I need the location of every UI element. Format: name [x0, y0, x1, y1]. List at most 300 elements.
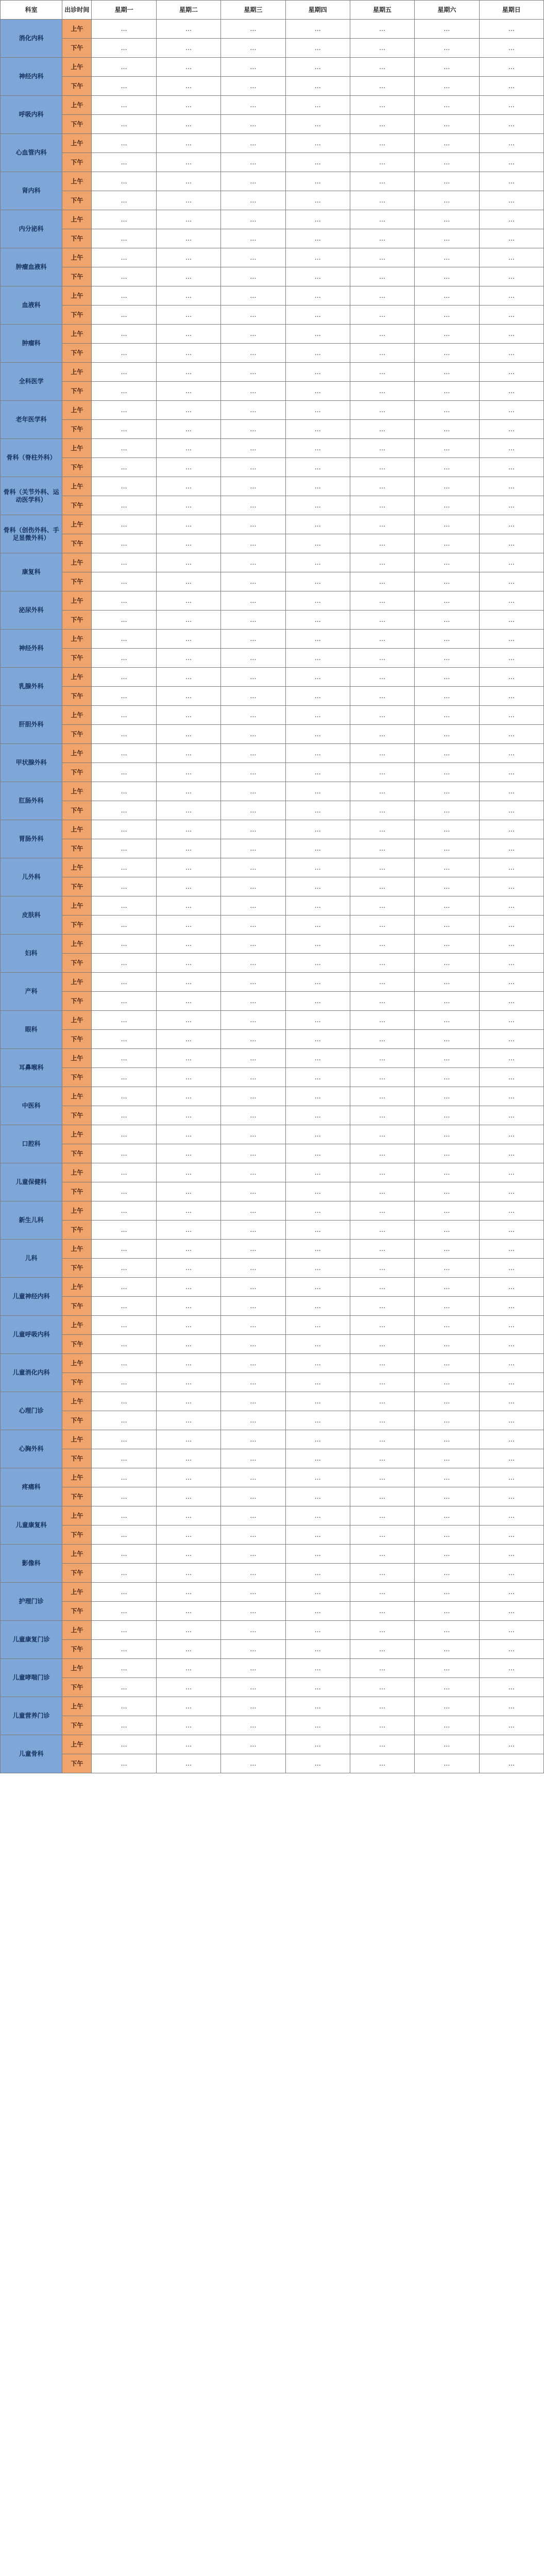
- doctor-cell: …: [479, 839, 543, 858]
- doctor-cell: …: [221, 172, 285, 191]
- schedule-row: [1, 706, 544, 725]
- doctor-cell: …: [221, 1316, 285, 1335]
- doctor-cell: …: [415, 725, 479, 744]
- doctor-cell: …: [285, 420, 350, 439]
- doctor-cell: …: [92, 801, 156, 820]
- period-label: 下午: [62, 954, 92, 973]
- schedule-row: [1, 820, 544, 839]
- schedule-row: [1, 1716, 544, 1735]
- doctor-cell: …: [92, 534, 156, 553]
- period-label: 上午: [62, 1125, 92, 1144]
- doctor-cell: …: [415, 325, 479, 344]
- schedule-row: [1, 1640, 544, 1659]
- doctor-cell: …: [285, 1221, 350, 1240]
- doctor-cell: …: [285, 1087, 350, 1106]
- doctor-cell: …: [92, 858, 156, 877]
- schedule-row: [1, 286, 544, 306]
- doctor-cell: …: [156, 1163, 220, 1182]
- period-label: 上午: [62, 1506, 92, 1526]
- doctor-cell: …: [221, 1125, 285, 1144]
- doctor-cell: …: [92, 172, 156, 191]
- doctor-cell: …: [92, 1659, 156, 1678]
- doctor-cell: …: [415, 191, 479, 210]
- doctor-cell: …: [350, 858, 414, 877]
- doctor-cell: …: [285, 439, 350, 458]
- doctor-cell: …: [479, 1392, 543, 1411]
- doctor-cell: …: [92, 96, 156, 115]
- doctor-cell: …: [92, 992, 156, 1011]
- doctor-cell: …: [221, 1259, 285, 1278]
- doctor-cell: …: [221, 820, 285, 839]
- doctor-cell: …: [350, 1430, 414, 1449]
- department-name: 口腔科: [1, 1125, 62, 1163]
- doctor-cell: …: [92, 153, 156, 172]
- schedule-row: [1, 591, 544, 611]
- schedule-row: [1, 191, 544, 210]
- doctor-cell: …: [92, 344, 156, 363]
- doctor-cell: …: [156, 58, 220, 77]
- doctor-cell: …: [285, 1125, 350, 1144]
- doctor-cell: …: [156, 992, 220, 1011]
- doctor-cell: …: [221, 611, 285, 630]
- doctor-cell: …: [415, 420, 479, 439]
- doctor-cell: …: [285, 286, 350, 306]
- doctor-cell: …: [221, 1640, 285, 1659]
- period-label: 下午: [62, 382, 92, 401]
- doctor-cell: …: [156, 877, 220, 896]
- schedule-row: [1, 1297, 544, 1316]
- doctor-cell: …: [415, 687, 479, 706]
- doctor-cell: …: [350, 115, 414, 134]
- schedule-row: [1, 1182, 544, 1201]
- doctor-cell: …: [285, 1106, 350, 1125]
- period-label: 下午: [62, 1335, 92, 1354]
- doctor-cell: …: [479, 725, 543, 744]
- doctor-cell: …: [221, 591, 285, 611]
- doctor-cell: …: [350, 134, 414, 153]
- doctor-cell: …: [350, 1354, 414, 1373]
- doctor-cell: …: [479, 153, 543, 172]
- doctor-cell: …: [156, 496, 220, 515]
- period-label: 下午: [62, 306, 92, 325]
- doctor-cell: …: [221, 1182, 285, 1201]
- doctor-cell: …: [479, 401, 543, 420]
- doctor-cell: …: [156, 1754, 220, 1773]
- doctor-cell: …: [415, 801, 479, 820]
- doctor-cell: …: [415, 572, 479, 591]
- doctor-cell: …: [285, 1716, 350, 1735]
- schedule-row: [1, 992, 544, 1011]
- doctor-cell: …: [350, 896, 414, 916]
- doctor-cell: …: [156, 572, 220, 591]
- period-label: 下午: [62, 1487, 92, 1506]
- period-label: 上午: [62, 858, 92, 877]
- doctor-cell: …: [92, 439, 156, 458]
- doctor-cell: …: [350, 1335, 414, 1354]
- doctor-cell: …: [350, 1297, 414, 1316]
- doctor-cell: …: [92, 820, 156, 839]
- period-label: 上午: [62, 1011, 92, 1030]
- doctor-cell: …: [156, 553, 220, 572]
- period-label: 下午: [62, 1602, 92, 1621]
- doctor-cell: …: [350, 935, 414, 954]
- period-label: 上午: [62, 1049, 92, 1068]
- doctor-cell: …: [415, 1602, 479, 1621]
- doctor-cell: …: [156, 1392, 220, 1411]
- schedule-row: [1, 1316, 544, 1335]
- schedule-row: [1, 325, 544, 344]
- doctor-cell: …: [415, 1354, 479, 1373]
- doctor-cell: …: [221, 687, 285, 706]
- period-label: 上午: [62, 668, 92, 687]
- doctor-cell: …: [415, 973, 479, 992]
- doctor-cell: …: [92, 458, 156, 477]
- doctor-cell: …: [285, 1011, 350, 1030]
- doctor-cell: …: [221, 954, 285, 973]
- schedule-row: [1, 1735, 544, 1754]
- doctor-cell: …: [285, 58, 350, 77]
- doctor-cell: …: [221, 1735, 285, 1754]
- doctor-cell: …: [221, 839, 285, 858]
- schedule-row: [1, 630, 544, 649]
- period-label: 下午: [62, 267, 92, 286]
- doctor-cell: …: [479, 744, 543, 763]
- doctor-cell: …: [221, 515, 285, 534]
- doctor-cell: …: [92, 1030, 156, 1049]
- period-label: 上午: [62, 58, 92, 77]
- doctor-cell: …: [479, 325, 543, 344]
- department-name: 儿童保健科: [1, 1163, 62, 1201]
- doctor-cell: …: [350, 1506, 414, 1526]
- schedule-row: [1, 134, 544, 153]
- doctor-cell: …: [479, 763, 543, 782]
- department-name: 全科医学: [1, 363, 62, 401]
- doctor-cell: …: [479, 1087, 543, 1106]
- doctor-cell: …: [415, 458, 479, 477]
- period-label: 下午: [62, 1564, 92, 1583]
- doctor-cell: …: [221, 534, 285, 553]
- doctor-cell: …: [285, 820, 350, 839]
- doctor-cell: …: [350, 763, 414, 782]
- header-saturday: 星期六: [415, 1, 479, 20]
- schedule-row: [1, 1430, 544, 1449]
- doctor-cell: …: [156, 1259, 220, 1278]
- doctor-cell: …: [285, 1735, 350, 1754]
- doctor-cell: …: [156, 935, 220, 954]
- doctor-cell: …: [415, 1163, 479, 1182]
- doctor-cell: …: [415, 1373, 479, 1392]
- doctor-cell: …: [92, 1144, 156, 1163]
- doctor-cell: …: [92, 1468, 156, 1487]
- period-label: 下午: [62, 916, 92, 935]
- schedule-row: [1, 1087, 544, 1106]
- doctor-cell: …: [285, 782, 350, 801]
- doctor-cell: …: [156, 286, 220, 306]
- schedule-row: [1, 935, 544, 954]
- doctor-cell: …: [221, 1506, 285, 1526]
- schedule-row: [1, 477, 544, 496]
- period-label: 下午: [62, 229, 92, 248]
- doctor-cell: …: [479, 782, 543, 801]
- department-name: 血液科: [1, 286, 62, 325]
- doctor-cell: …: [479, 896, 543, 916]
- doctor-cell: …: [221, 1697, 285, 1716]
- doctor-cell: …: [285, 382, 350, 401]
- doctor-cell: …: [415, 496, 479, 515]
- doctor-cell: …: [221, 458, 285, 477]
- department-name: 神经外科: [1, 630, 62, 668]
- doctor-cell: …: [350, 1716, 414, 1735]
- doctor-cell: …: [221, 630, 285, 649]
- doctor-cell: …: [479, 973, 543, 992]
- doctor-cell: …: [221, 439, 285, 458]
- doctor-cell: …: [221, 1240, 285, 1259]
- doctor-cell: …: [92, 687, 156, 706]
- doctor-cell: …: [350, 839, 414, 858]
- period-label: 下午: [62, 572, 92, 591]
- doctor-cell: …: [350, 58, 414, 77]
- department-name: 肿瘤血液科: [1, 248, 62, 286]
- doctor-cell: …: [92, 1526, 156, 1545]
- period-label: 下午: [62, 153, 92, 172]
- period-label: 下午: [62, 1259, 92, 1278]
- period-label: 上午: [62, 1201, 92, 1221]
- period-label: 上午: [62, 172, 92, 191]
- doctor-cell: …: [415, 1297, 479, 1316]
- doctor-cell: …: [285, 1430, 350, 1449]
- department-name: 眼科: [1, 1011, 62, 1049]
- doctor-cell: …: [415, 1526, 479, 1545]
- period-label: 下午: [62, 1411, 92, 1430]
- doctor-cell: …: [415, 1011, 479, 1030]
- doctor-cell: …: [350, 1278, 414, 1297]
- doctor-cell: …: [415, 1430, 479, 1449]
- schedule-body: [1, 20, 544, 1773]
- doctor-cell: …: [479, 1583, 543, 1602]
- doctor-cell: …: [415, 363, 479, 382]
- doctor-cell: …: [92, 1335, 156, 1354]
- doctor-cell: …: [156, 1602, 220, 1621]
- doctor-cell: …: [221, 1087, 285, 1106]
- doctor-cell: …: [156, 153, 220, 172]
- doctor-cell: …: [285, 1182, 350, 1201]
- doctor-cell: …: [479, 572, 543, 591]
- doctor-cell: …: [415, 439, 479, 458]
- schedule-row: [1, 1163, 544, 1182]
- doctor-cell: …: [479, 649, 543, 668]
- doctor-cell: …: [285, 1754, 350, 1773]
- schedule-row: [1, 839, 544, 858]
- doctor-cell: …: [221, 744, 285, 763]
- doctor-cell: …: [285, 267, 350, 286]
- doctor-cell: …: [221, 58, 285, 77]
- doctor-cell: …: [350, 1068, 414, 1087]
- doctor-cell: …: [285, 973, 350, 992]
- doctor-cell: …: [479, 96, 543, 115]
- doctor-cell: …: [92, 420, 156, 439]
- doctor-cell: …: [92, 1068, 156, 1087]
- doctor-cell: …: [285, 1526, 350, 1545]
- doctor-cell: …: [350, 782, 414, 801]
- doctor-cell: …: [156, 896, 220, 916]
- doctor-cell: …: [92, 1506, 156, 1526]
- doctor-cell: …: [479, 687, 543, 706]
- doctor-cell: …: [156, 1011, 220, 1030]
- header-wednesday: 星期三: [221, 1, 285, 20]
- doctor-cell: …: [479, 1449, 543, 1468]
- period-label: 上午: [62, 553, 92, 572]
- doctor-cell: …: [156, 363, 220, 382]
- doctor-cell: …: [415, 229, 479, 248]
- period-label: 上午: [62, 1087, 92, 1106]
- doctor-cell: …: [350, 325, 414, 344]
- doctor-cell: …: [415, 1678, 479, 1697]
- schedule-row: [1, 1468, 544, 1487]
- schedule-row: [1, 77, 544, 96]
- doctor-cell: …: [350, 1526, 414, 1545]
- doctor-cell: …: [221, 1049, 285, 1068]
- doctor-cell: …: [156, 1240, 220, 1259]
- doctor-cell: …: [350, 267, 414, 286]
- department-name: 骨科（脊柱外科）: [1, 439, 62, 477]
- doctor-cell: …: [156, 515, 220, 534]
- doctor-cell: …: [221, 420, 285, 439]
- doctor-cell: …: [415, 630, 479, 649]
- department-name: 骨科（关节外科、运动医学科）: [1, 477, 62, 515]
- department-name: 泌尿外科: [1, 591, 62, 630]
- doctor-cell: …: [415, 553, 479, 572]
- doctor-cell: …: [156, 1678, 220, 1697]
- doctor-cell: …: [350, 1583, 414, 1602]
- period-label: 上午: [62, 1468, 92, 1487]
- doctor-cell: …: [156, 1373, 220, 1392]
- doctor-cell: …: [415, 839, 479, 858]
- doctor-cell: …: [350, 1106, 414, 1125]
- department-name: 心胸外科: [1, 1430, 62, 1468]
- doctor-cell: …: [92, 1125, 156, 1144]
- doctor-cell: …: [285, 1392, 350, 1411]
- schedule-row: [1, 1392, 544, 1411]
- doctor-cell: …: [92, 1316, 156, 1335]
- doctor-cell: …: [350, 687, 414, 706]
- doctor-cell: …: [92, 706, 156, 725]
- schedule-row: [1, 1068, 544, 1087]
- doctor-cell: …: [285, 39, 350, 58]
- doctor-cell: …: [479, 1182, 543, 1201]
- doctor-cell: …: [221, 1297, 285, 1316]
- period-label: 上午: [62, 1697, 92, 1716]
- doctor-cell: …: [156, 1621, 220, 1640]
- doctor-cell: …: [221, 706, 285, 725]
- doctor-cell: …: [479, 210, 543, 229]
- schedule-row: [1, 534, 544, 553]
- doctor-cell: …: [285, 1583, 350, 1602]
- doctor-cell: …: [221, 1449, 285, 1468]
- period-label: 上午: [62, 935, 92, 954]
- doctor-cell: …: [415, 1621, 479, 1640]
- doctor-cell: …: [92, 496, 156, 515]
- doctor-cell: …: [415, 1201, 479, 1221]
- doctor-cell: …: [285, 1487, 350, 1506]
- doctor-cell: …: [285, 572, 350, 591]
- doctor-cell: …: [221, 477, 285, 496]
- doctor-cell: …: [415, 1106, 479, 1125]
- doctor-cell: …: [92, 1697, 156, 1716]
- schedule-row: [1, 1487, 544, 1506]
- doctor-cell: …: [479, 1106, 543, 1125]
- doctor-cell: …: [285, 1449, 350, 1468]
- period-label: 上午: [62, 591, 92, 611]
- doctor-cell: …: [415, 896, 479, 916]
- doctor-cell: …: [350, 439, 414, 458]
- schedule-row: [1, 458, 544, 477]
- doctor-cell: …: [156, 1716, 220, 1735]
- doctor-cell: …: [156, 1221, 220, 1240]
- doctor-cell: …: [285, 611, 350, 630]
- doctor-cell: …: [285, 744, 350, 763]
- doctor-cell: …: [350, 229, 414, 248]
- doctor-cell: …: [415, 992, 479, 1011]
- period-label: 下午: [62, 534, 92, 553]
- period-label: 上午: [62, 96, 92, 115]
- doctor-cell: …: [156, 1659, 220, 1678]
- schedule-row: [1, 1697, 544, 1716]
- doctor-cell: …: [479, 515, 543, 534]
- doctor-cell: …: [415, 1735, 479, 1754]
- doctor-cell: …: [479, 77, 543, 96]
- department-name: 胃肠外科: [1, 820, 62, 858]
- department-name: 儿童呼吸内科: [1, 1316, 62, 1354]
- doctor-cell: …: [92, 1373, 156, 1392]
- doctor-cell: …: [156, 1030, 220, 1049]
- doctor-cell: …: [92, 1182, 156, 1201]
- schedule-row: [1, 1011, 544, 1030]
- doctor-cell: …: [92, 1449, 156, 1468]
- doctor-cell: …: [92, 191, 156, 210]
- doctor-cell: …: [156, 725, 220, 744]
- doctor-cell: …: [156, 1564, 220, 1583]
- doctor-cell: …: [479, 935, 543, 954]
- doctor-cell: …: [221, 401, 285, 420]
- doctor-cell: …: [156, 344, 220, 363]
- doctor-cell: …: [156, 1449, 220, 1468]
- doctor-cell: …: [285, 1259, 350, 1278]
- schedule-row: [1, 1659, 544, 1678]
- doctor-cell: …: [221, 1659, 285, 1678]
- doctor-cell: …: [350, 611, 414, 630]
- header-row: [1, 1, 544, 20]
- schedule-row: [1, 973, 544, 992]
- doctor-cell: …: [221, 115, 285, 134]
- doctor-cell: …: [479, 1411, 543, 1430]
- period-label: 下午: [62, 611, 92, 630]
- doctor-cell: …: [350, 1468, 414, 1487]
- doctor-cell: …: [221, 1335, 285, 1354]
- doctor-cell: …: [350, 1564, 414, 1583]
- doctor-cell: …: [285, 553, 350, 572]
- doctor-cell: …: [285, 77, 350, 96]
- doctor-cell: …: [350, 706, 414, 725]
- doctor-cell: …: [479, 20, 543, 39]
- period-label: 上午: [62, 134, 92, 153]
- doctor-cell: …: [350, 1411, 414, 1430]
- doctor-cell: …: [221, 1564, 285, 1583]
- doctor-cell: …: [350, 1182, 414, 1201]
- doctor-cell: …: [415, 611, 479, 630]
- department-name: 新生儿科: [1, 1201, 62, 1240]
- doctor-cell: …: [156, 401, 220, 420]
- doctor-cell: …: [92, 1392, 156, 1411]
